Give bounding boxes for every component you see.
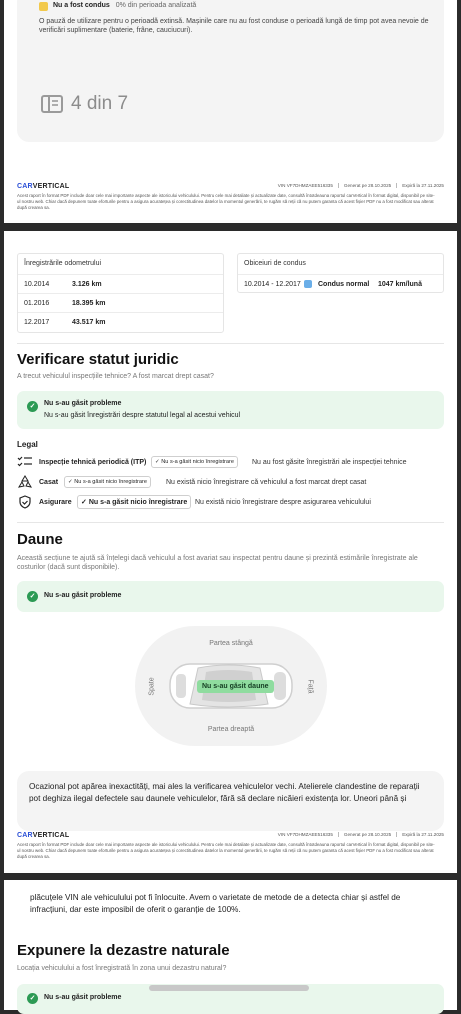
table-row: 10.2014 3.126 km xyxy=(18,274,223,293)
page-footer: CARVERTICAL VIN VF7DHMZAEE516335 Generat pe 28.10.2025 Expiră la 27.11.2025 Acest raport în format PDF include doar cele mai importante aspecte ale istoricului vehiculului. Pentru cele mai detaliate și actualizate date, consultă întotdeauna raportul carVertical în format digital, disponibil pe site-ul nostru web. Chiar dacă depunem toate eforturile pentru a asigura acuratețea și corectitudinea datelor la momentul generării, te rugăm să reții că nu putem garanta că acest fișier PDF nu a fost modificat sau alterat după crearea sa. xyxy=(17,832,444,859)
report-page-2 xyxy=(4,231,457,873)
habit-swatch xyxy=(304,280,312,288)
damage-ok-box xyxy=(17,581,444,612)
legal-item-name: Inspecție tehnică periodică (ITP) xyxy=(39,459,147,466)
shield-icon xyxy=(17,495,33,509)
disaster-title: Expunere la dezastre naturale xyxy=(17,942,230,959)
legal-subtitle: A trecut vehiculul inspecțiile tehnice? A fost marcat drept casat? xyxy=(17,373,214,380)
footer-note: Acest raport în format PDF include doar cele mai importante aspecte ale istoricului vehiculului. Pentru cele mai detaliate și actualizate date, consultă întotdeauna raportul carVertical în format digital, disponibil pe site-ul nostru web. Chiar dacă depunem toate eforturile pentru a asigura acuratețea și corectitudinea datelor la momentul generării, te rugăm să reții că nu putem garanta că acest fișier PDF nu a fost modificat sau alterat după crearea sa. xyxy=(17,193,435,210)
habits-table xyxy=(237,253,444,293)
brand-logo: CARVERTICAL xyxy=(17,183,70,190)
disclaimer-continued: plăcuțele VIN ale vehiculului pot fi înlocuite. Avem o varietate de metode de a detecta chiar și astfel de infracțiuni, dar este imposibil de oferit o garanție de 100%. xyxy=(30,893,401,914)
divider xyxy=(17,343,444,344)
odometer-title: Înregistrările odometrului xyxy=(24,260,102,267)
legal-item-text: Nu există nicio înregistrare că vehiculul a fost marcat drept casat xyxy=(166,479,367,486)
damage-ok-title: Nu s-au găsit probleme xyxy=(44,592,122,599)
no-damage-badge: Nu s-au găsit daune xyxy=(197,680,274,693)
recycle-icon xyxy=(17,475,33,489)
side-right-label: Partea dreaptă xyxy=(207,726,255,733)
pager-text: 4 din 7 xyxy=(71,93,129,114)
status-badge: ✓ Nu s-a găsit nicio înregistrare xyxy=(151,456,238,468)
idle-label: Nu a fost condus xyxy=(53,2,110,9)
legal-title: Verificare statut juridic xyxy=(17,351,179,368)
inspection-list-icon xyxy=(17,455,33,469)
legal-ok-box xyxy=(17,391,444,429)
legal-ok-text: Nu s-au găsit înregistrări despre statutul legal al acestui vehicul xyxy=(44,412,241,419)
damage-title: Daune xyxy=(17,531,63,548)
legal-item-asigurare xyxy=(17,494,444,512)
habits-title: Obiceiuri de condus xyxy=(244,260,306,267)
report-page-1 xyxy=(4,0,457,223)
table-row: 12.2017 43.517 km xyxy=(18,312,223,331)
warning-icon xyxy=(39,2,48,11)
brand-logo: CARVERTICAL xyxy=(17,832,70,839)
disaster-ok-title: Nu s-au găsit probleme xyxy=(44,994,122,1001)
disaster-subtitle: Locația vehiculului a fost înregistrată în zona unui dezastru natural? xyxy=(17,965,227,972)
check-icon: ✓ xyxy=(27,993,38,1004)
status-badge: ✓ Nu s-a găsit nicio înregistrare xyxy=(64,476,151,488)
scrollbar[interactable] xyxy=(149,985,309,991)
legal-item-text: Nu există nicio înregistrare despre asigurarea vehiculului xyxy=(195,499,371,506)
legal-item-casat xyxy=(17,474,444,492)
idle-value: 0% din perioada analizată xyxy=(115,2,197,9)
damage-subtitle: Această secțiune te ajută să înțelegi dacă vehiculul a fost avariat sau inspectat pentru daune și prezintă estimările înregistrate ale costurilor (dacă sunt disponibile). xyxy=(17,555,418,572)
legal-ok-title: Nu s-au găsit probleme xyxy=(44,400,122,407)
check-icon: ✓ xyxy=(27,401,38,412)
table-row: 10.2014 - 12.2017 Condus normal 1047 km/lună xyxy=(238,274,443,293)
legal-item-text: Nu au fost găsite înregistrări ale inspecției tehnice xyxy=(252,459,407,466)
front-label: Față xyxy=(306,679,314,694)
pages-icon xyxy=(41,95,63,113)
disclaimer-card xyxy=(17,771,444,831)
rear-label: Spate xyxy=(148,677,156,696)
habit-label: Condus normal xyxy=(318,281,370,288)
habit-value: 1047 km/lună xyxy=(378,281,422,288)
disclaimer-text: Ocazional pot apărea inexactități, mai ales la verificarea vehiculelor vechi. Atelierele clandestine de reparații pot deghiza ilegal defectele sau daunele vehiculelor, fără să declare nicăieri existența lor. Uneori până și xyxy=(29,782,420,803)
idle-card xyxy=(17,0,444,142)
car-damage-diagram xyxy=(135,626,327,746)
legal-item-name: Casat xyxy=(39,479,59,486)
status-badge: ✓ Nu s-a găsit nicio înregistrare xyxy=(77,495,191,509)
divider xyxy=(17,522,444,523)
check-icon: ✓ xyxy=(27,591,38,602)
footer-note: Acest raport în format PDF include doar cele mai importante aspecte ale istoricului vehiculului. Pentru cele mai detaliate și actualizate date, consultă întotdeauna raportul carVertical în format digital, disponibil pe site-ul nostru web. Chiar dacă depunem toate eforturile pentru a asigura acuratețea și corectitudinea datelor la momentul generării, te rugăm să reții că nu putem garanta că acest fișier PDF nu a fost modificat sau alterat după crearea sa. xyxy=(17,842,435,859)
side-left-label: Partea stângă xyxy=(209,640,253,647)
table-row: 01.2016 18.395 km xyxy=(18,293,223,312)
idle-text: O pauză de utilizare pentru o perioadă extinsă. Mașinile care nu au fost conduse o perioadă lungă de timp pot avea nevoie de verificări suplimentare (baterie, frâne, cauciucuri). xyxy=(39,18,429,35)
page-footer: CARVERTICAL VIN VF7DHMZAEE516335 Generat pe 28.10.2025 Expiră la 27.11.2025 Acest raport în format PDF include doar cele mai importante aspecte ale istoricului vehiculului. Pentru cele mai detaliate și actualizate date, consultă întotdeauna raportul carVertical în format digital, disponibil pe site-ul nostru web. Chiar dacă depunem toate eforturile pentru a asigura acuratețea și corectitudinea datelor la momentul generării, te rugăm să reții că nu putem garanta că acest fișier PDF nu a fost modificat sau alterat după crearea sa. xyxy=(17,183,444,210)
legal-item-itp xyxy=(17,454,444,472)
odometer-table xyxy=(17,253,224,333)
legal-section-title: Legal xyxy=(17,440,38,449)
legal-item-name: Asigurare xyxy=(39,499,72,506)
